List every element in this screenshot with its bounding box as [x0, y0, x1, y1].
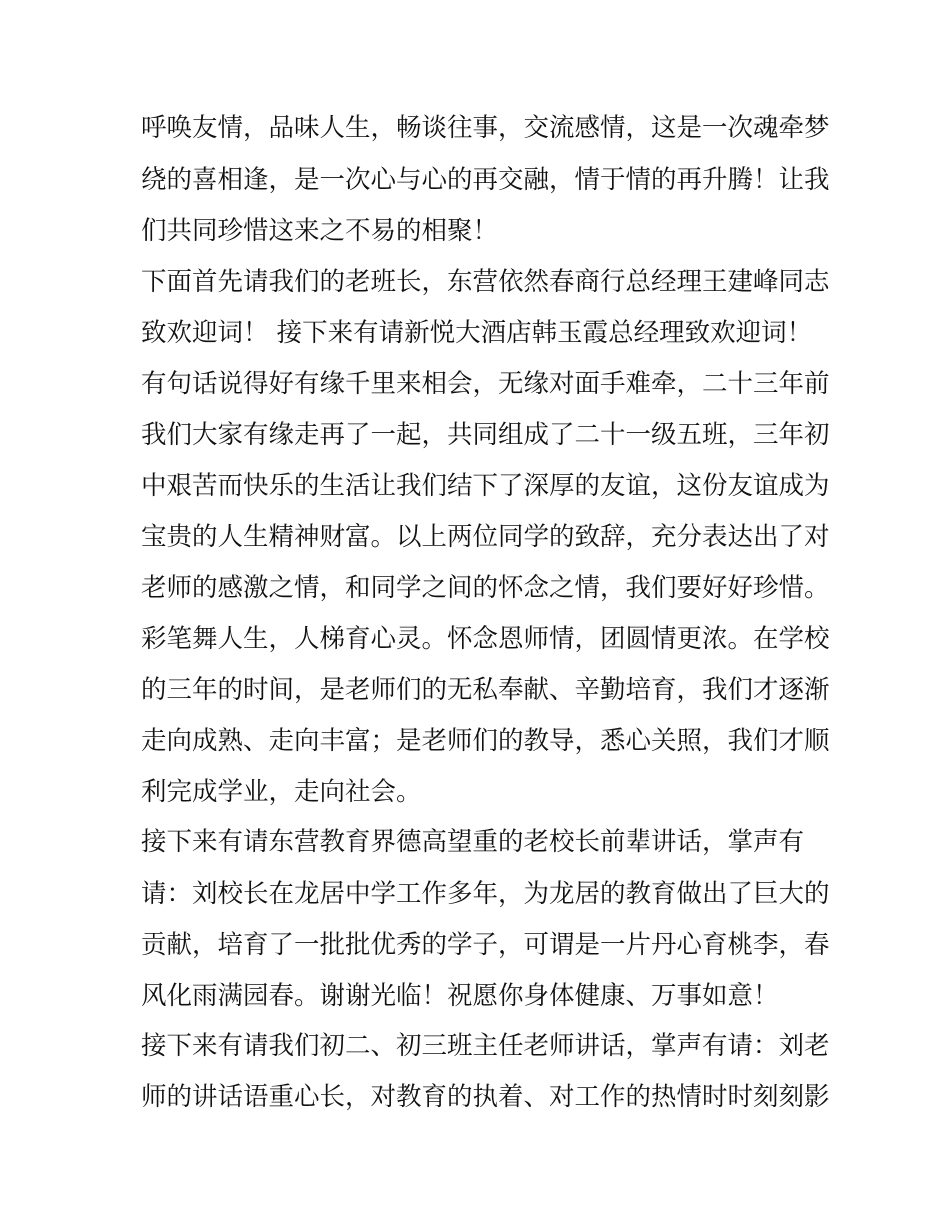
text-line: 接下来有请东营教育界德高望重的老校长前辈讲话，掌声有	[141, 827, 805, 857]
text-line: 风化雨满园春。谢谢光临！祝愿你身体健康、万事如意！	[141, 981, 779, 1011]
text-line: 贡献，培育了一批批优秀的学子，可谓是一片丹心育桃李，春	[141, 930, 830, 960]
text-line: 宝贵的人生精神财富。以上两位同学的致辞，充分表达出了对	[141, 522, 830, 552]
text-line: 有句话说得好有缘千里来相会，无缘对面手难牵，二十三年前	[141, 369, 830, 399]
text-line: 师的讲话语重心长，对教育的执着、对工作的热情时时刻刻影	[141, 1082, 830, 1112]
text-line: 呼唤友情，品味人生，畅谈往事，交流感情，这是一次魂牵梦	[141, 113, 830, 143]
text-line: 的三年的时间，是老师们的无私奉献、辛勤培育，我们才逐渐	[141, 675, 830, 705]
text-line: 们共同珍惜这来之不易的相聚！	[141, 216, 499, 246]
text-line: 彩笔舞人生，人梯育心灵。怀念恩师情，团圆情更浓。在学校	[141, 624, 830, 654]
text-line: 老师的感激之情，和同学之间的怀念之情，我们要好好珍惜。	[141, 573, 830, 603]
text-line: 请：刘校长在龙居中学工作多年，为龙居的教育做出了巨大的	[141, 879, 830, 909]
text-line: 我们大家有缘走再了一起，共同组成了二十一级五班，三年初	[141, 420, 830, 450]
text-line: 中艰苦而快乐的生活让我们结下了深厚的友谊，这份友谊成为	[141, 471, 830, 501]
text-line: 走向成熟、走向丰富；是老师们的教导，悉心关照，我们才顺	[141, 726, 830, 756]
text-line: 接下来有请我们初二、初三班主任老师讲话，掌声有请：刘老	[141, 1031, 830, 1061]
text-line: 利完成学业，走向社会。	[141, 777, 422, 807]
text-line: 绕的喜相逢，是一次心与心的再交融，情于情的再升腾！让我	[141, 165, 830, 195]
text-line: 下面首先请我们的老班长，东营依然春商行总经理王建峰同志	[141, 267, 830, 297]
text-line: 致欢迎词！ 接下来有请新悦大酒店韩玉霞总经理致欢迎词！	[141, 318, 813, 348]
